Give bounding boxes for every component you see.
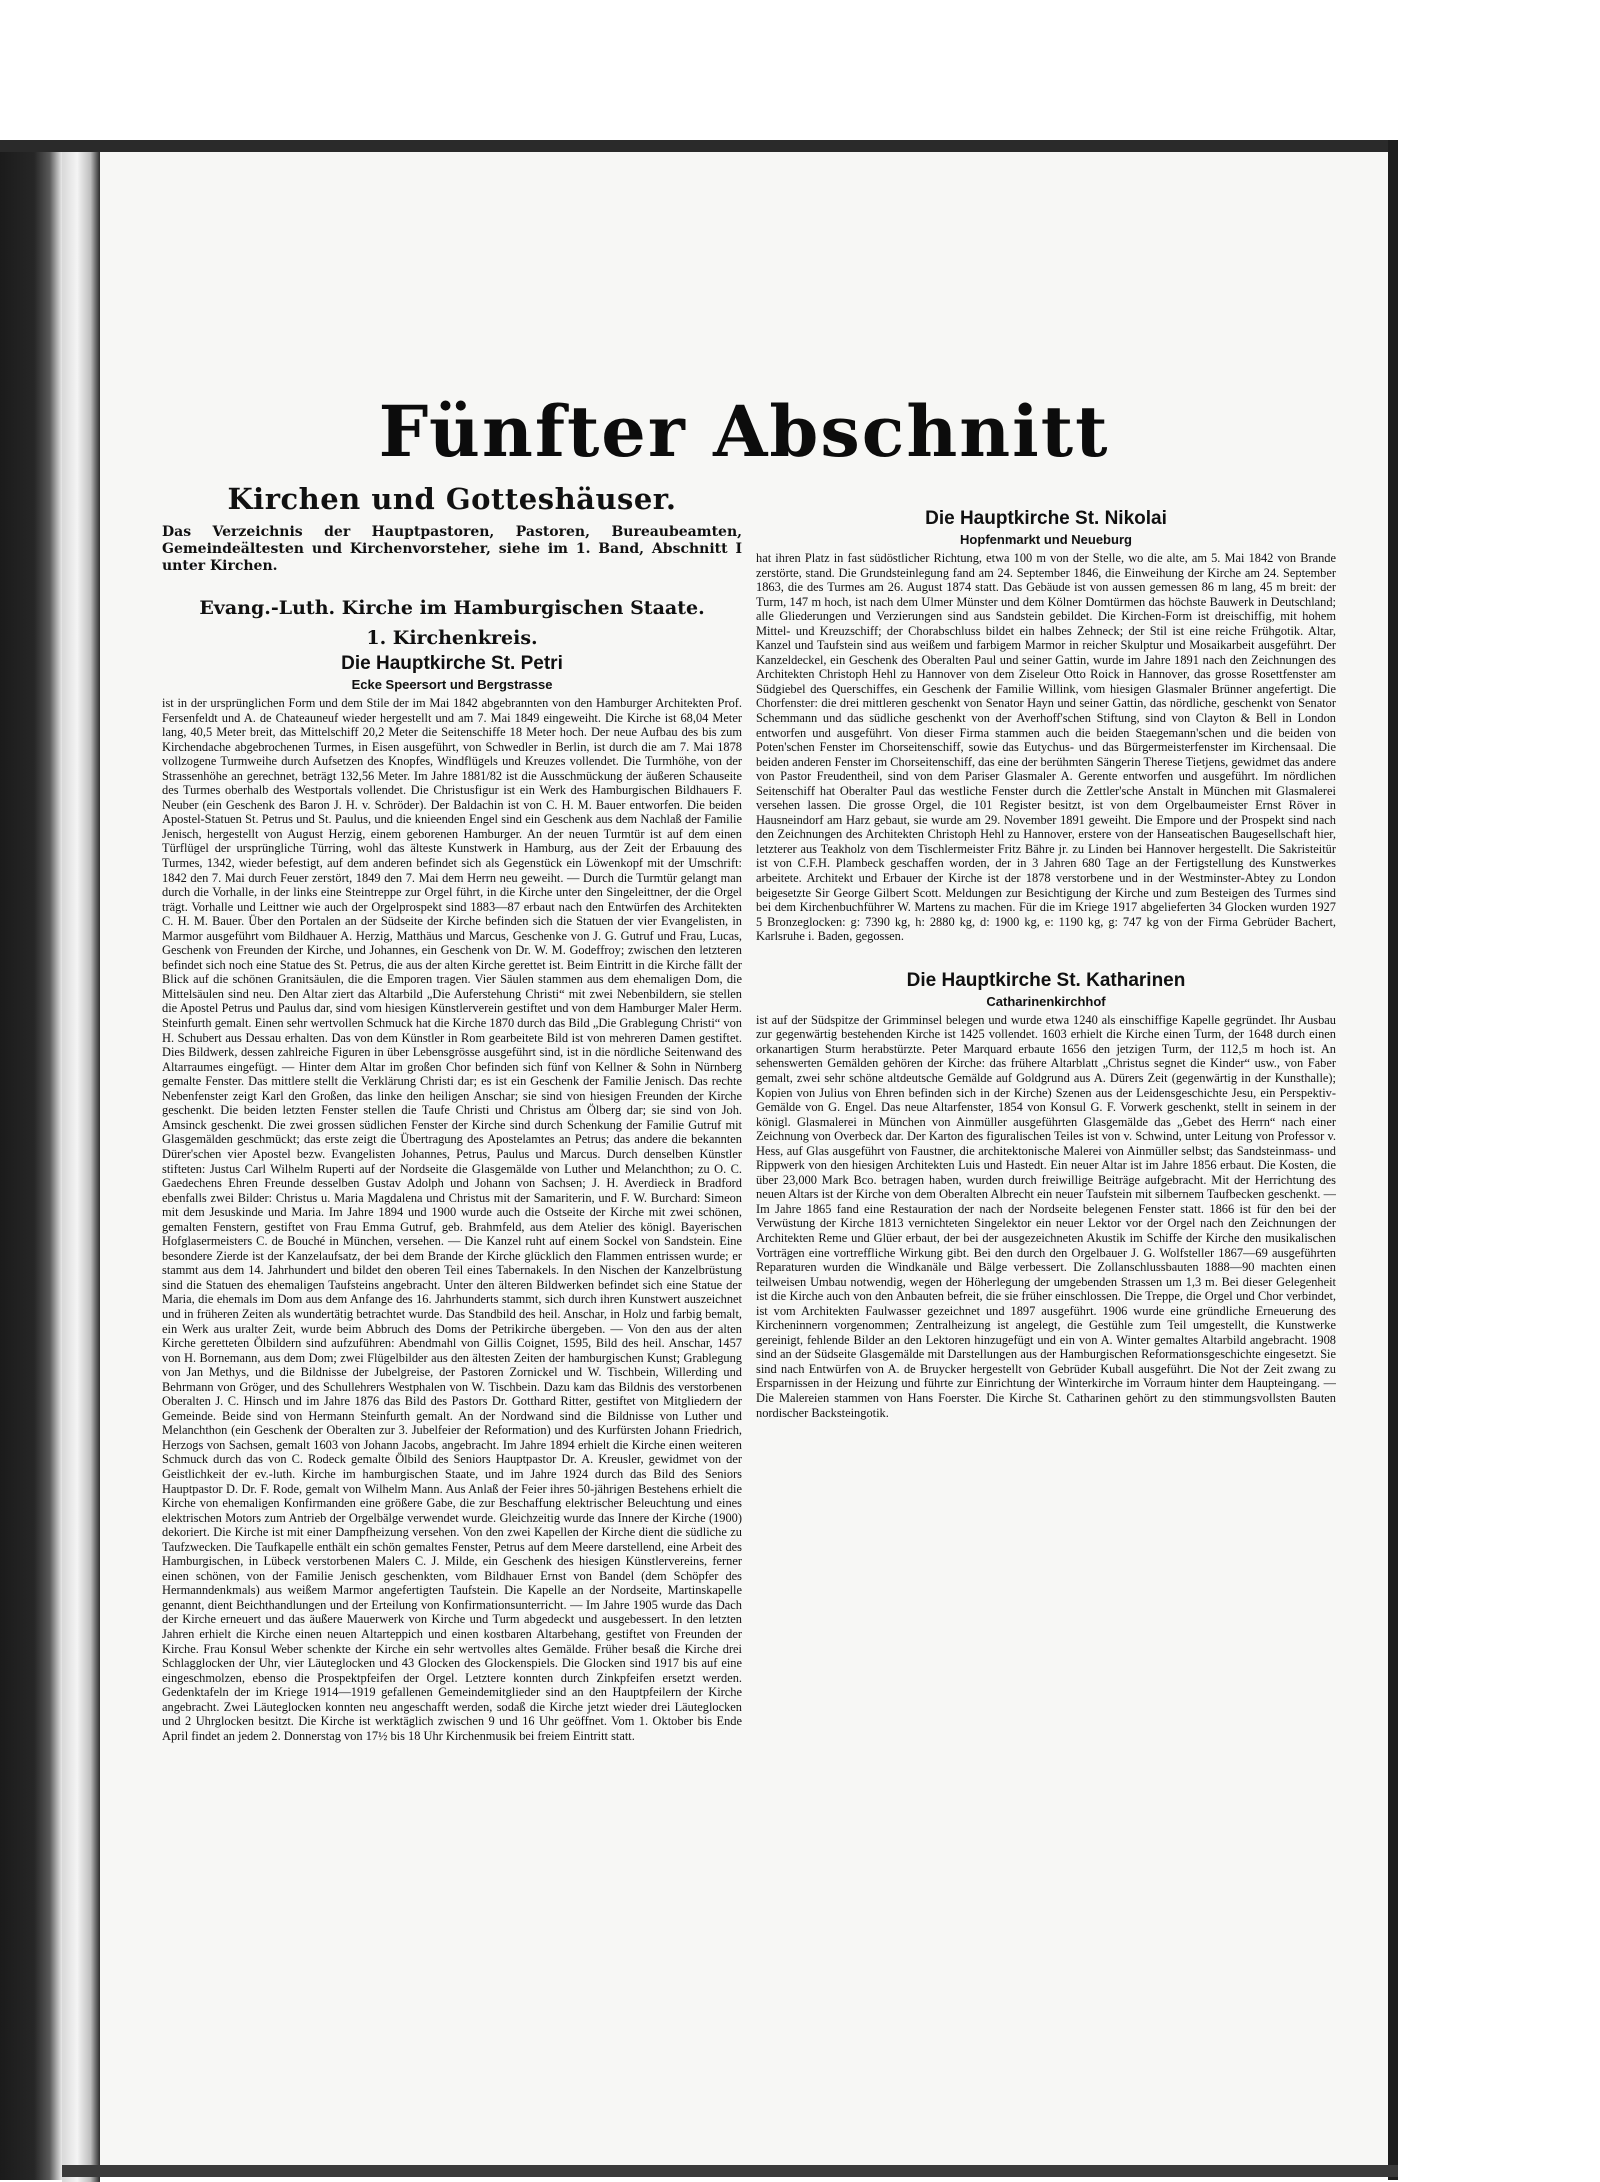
church-group-heading: Evang.-Luth. Kirche im Hamburgischen Staate. [199,597,705,619]
church-description: hat ihren Platz in fast südöstlicher Richtung, etwa 100 m von der Stelle, wo die alte, am 5. Mai 1842 von Brande zerstörte, stand. Die Grundsteinlegung fand am 24. September 1846, die Einweihung der Kirche am 24. September 1863, die des Turmes am 26. August 1874 statt. Das Gebäude ist von aussen gemessen 86 m lang, 45 m breit: der Turm, 147 m hoch, ist nach dem Ulmer Münster und dem Kölner Domtürmen das höchste Bauwerk in Deutschland; alle Gliederungen und Verzierungen sind aus Sandstein gebildet. Die Kirchen-Form ist dreischiffig, mit hohem Mittel- und Kreuzschiff; der Chorabschluss bildet ein halbes Zehneck; der Stil ist eine reiche Frühgotik. Altar, Kanzel und Taufstein sind aus weißem und farbigem Marmor in reicher Skulptur und Mosaikarbeit ausgeführt. Der Kanzeldeckel, ein Geschenk des Oberalten Paul und seiner Gattin, wurde im Jahre 1891 nach den Zeichnungen des Architekten Christoph Hehl zu Hannover von dem Ziseleur Otto Roick in Hannover, das grosse Rosettfenster am Südgiebel des Querschiffes, ein Geschenk der Familie Willink, vom hiesigen Glasmaler Brünner angefertigt. Die Chorfenster: die drei mittleren geschenkt von Senator Hayn und seiner Gattin, das nördliche, geschenkt von Senator Schemmann und das südliche geschenkt von der Averhoff'schen Stiftung, sind von Clayton & Bell in London entworfen und ausgeführt. Von dieser Firma stammen auch die beiden Staegemann'schen und die beiden von Poten'schen Fenster im Chorseitenschiff, sowie das Eutychus- und das Bürgermeisterfenster im Kirchensaal. Die beiden anderen Fenster im Chorseitenschiff, das eine der berühmten Sängerin Therese Tietjens, gewidmet das andere von Pastor Freudentheil, sind von dem Pariser Glasmaler A. Gerente entworfen und ausgeführt. Im nördlichen Seitenschiff hat Oberalter Paul das westliche Fenster durch die Zettler'sche Anstalt in München mit Glasmalerei versehen lassen. Die grosse Orgel, die 101 Register besitzt, ist von dem Orgelbaumeister Ernst Röver in Hausneindorf am Harz gebaut, sie wurde am 29. November 1891 geweiht. Die Empore und der Prospekt sind nach den Zeichnungen des Architekten Christoph Hehl zu Hannover, erstere von der Hanseatischen Baugesellschaft hier, letzterer aus Teakholz von dem Tischlermeister Fritz Bähre jr. zu Linden bei Hannover hergestellt. Die Sakristeitür ist von C.F.H. Plambeck geschaffen worden, der in 3 Jahren 680 Tage an der Fertigstellung des Kunstwerkes arbeitete. Architekt und Erbauer der Kirche ist der 1878 verstorbene und in der Westminster-Abtey zu London beigesetzte Sir George Gilbert Scott. Meldungen zur Besichtigung der Kirche und zum Besteigen des Turmes sind bei dem Kirchenbuchführer W. Martens zu machen. Für die im Kriege 1917 abgelieferten 34 Glocken wurden 1927 5 Bronzeglocken: g: 7390 kg, h: 2880 kg, d: 1900 kg, e: 1190 kg, g: 747 kg von der Firma Gebrüder Bachert, Karlsruhe i. Baden, gegossen. [756,551,1336,944]
text-column-left [162,482,742,2062]
chapter-title: Fünfter Abschnitt [378,390,1110,473]
church-address: Ecke Speersort und Bergstrasse [351,677,553,692]
scan-border-top [0,140,1395,152]
church-heading: Die Hauptkirche St. Petri [341,653,563,674]
church-description: ist auf der Südspitze der Grimminsel belegen und wurde etwa 1240 als einschiffige Kapelle gegründet. Ihr Ausbau zur gegenwärtig bestehenden Kirche ist 1425 vollendet. 1603 erhielt die Kirche einen Turm, der 1648 durch einen orkanartigen Sturm herabstürzte. Peter Marquard erbaute 1656 den jetzigen Turm, der 112,5 m hoch ist. An sehenswerten Gemälden gehören der Kirche: das frühere Altarblatt „Christus segnet die Kinder“ usw., von Faber gemalt, zwei sehr schöne altdeutsche Gemälde auf Goldgrund aus A. Dürers Zeit (gegenwärtig in der Kunsthalle); Kopien von Julius von Ehren befinden sich in der Kirche) Szenen aus der Leidensgeschichte Jesu, ein Perspektiv-Gemälde von G. Engel. Das neue Altarfenster, 1854 von Konsul G. F. Vorwerk geschenkt, stellt in seinem in der königl. Glasmalerei in München von Ainmüller ausgeführten Glasgemälde das „Gebet des Herrn“ nach einer Zeichnung von Overbeck dar. Der Karton des figuralischen Teiles ist von v. Schwind, unter Leitung von Professor v. Hess, auf Glas ausgeführt von Faustner, die architektonische Malerei von Ainmüller selbst; das Sandsteinmass- und Rippwerk von den hiesigen Architekten Luis und Hastedt. Ein neuer Altar ist im Jahre 1856 erbaut. Die Kosten, die über 23,000 Mark Bco. betragen haben, wurden durch freiwillige Beiträge aufgebracht. Mit der Herrichtung des neuen Altars ist der Kirche von dem Oberalten Albrecht ein neuer Taufstein mit silbernem Taufbecken geschenkt. — Im Jahre 1865 fand eine Restauration der nach der Nordseite belegenen Fenster statt. 1866 ist für den bei der Verwüstung der Kirche 1813 vernichteten Singelektor ein neuer Lektor vor der Orgel nach den Zeichnungen der Architekten Reme und Glüer erbaut, der bei der ausgezeichneten Akustik im Schiffe der Kirche den musikalischen Vorträgen eine vortreffliche Wirkung gibt. Bei den durch den Orgelbauer J. G. Wolfsteller 1867—69 ausgeführten Reparaturen wurden die Windkanäle und Bälge verbessert. Die Zollanschlussbauten 1888—90 machten einen teilweisen Umbau notwendig, wegen der Höherlegung der umgebenden Strassen um 1,3 m. Bei dieser Gelegenheit ist die Kirche auch von den Anbauten befreit, die sie früher einschlossen. Die Treppe, die Orgel und Chor verbindet, ist vom Architekten Faulwasser gezeichnet und 1897 ausgeführt. 1906 wurde eine gründliche Erneuerung des Kircheninnern vorgenommen; Zentralheizung ist angelegt, die Gestühle zum Teil umgestellt, die Kunstwerke gereinigt, fehlende Bilder an den Lektoren hinzugefügt und ein von A. Winter gemaltes Altarbild angebracht. 1908 sind an der Südseite Glasgemälde mit Darstellungen aus der Hamburgischen Reformationsgeschichte eingesetzt. Sie sind nach Entwürfen von A. de Bruycker hergestellt von Gebrüder Kuball ausgeführt. Die Not der Zeit zwang zu Ersparnissen in der Heizung und führte zur Einrichtung der Winterkirche im Vorraum hinter dem Haupteingang. — Die Malereien stammen von Hans Foerster. Die Kirche St. Catharinen gehört zu den stimmungsvollsten Bauten nordischer Backsteingotik. [756,1012,1336,1420]
text-column-right [756,482,1336,2062]
document-page [100,152,1388,2165]
scan-border-bottom [62,2165,1398,2177]
church-description: ist in der ursprünglichen Form und dem Stile der im Mai 1842 abgebrannten von den Hamburger Architekten Prof. Fersenfeldt und A. de Chateauneuf wieder hergestellt und am 7. Mai 1849 eingeweiht. Die Kirche ist 68,04 Meter lang, 40,5 Meter breit, das Mittelschiff 20,2 Meter die Seitenschiffe 18 Meter hoch. Der neue Aufbau des bis zum Kirchendache abgebrochenen Turmes, in Eisen ausgeführt, von Schwedler in Berlin, ist durch die am 7. Mai 1878 vollzogene Turmweihe durch Aufsetzen des Knopfes, Windflügels und Kreuzes vollendet. Die Turmhöhe, von der Strassenhöhe an gerechnet, beträgt 132,56 Meter. Im Jahre 1881/82 ist die Ausschmückung der äußeren Schauseite des Turmes oberhalb des Westportals vollendet. Die Christusfigur ist ein Werk des Hamburgischen Bildhauers F. Neuber (ein Geschenk des Baron J. H. v. Schröder). Der Baldachin ist von C. H. M. Bauer entworfen. Die beiden Apostel-Statuen St. Petrus und St. Paulus, und die knieenden Engel sind ein Geschenk aus dem Nachlaß der Familie Jenisch, hergestellt von August Herzig, einem geborenen Hamburger. An der neuen Turmtür ist auf dem einen Türflügel der ursprüngliche Türring, wohl das älteste Kunstwerk in Hamburg, aus der Zeit der Erbauung des Turmes, 1342, wieder befestigt, auf dem anderen befindet sich als Gegenstück ein Löwenkopf mit der Umschrift: 1842 den 7. Mai durch Feuer zerstört, 1849 den 7. Mai dem Herrn neu geweiht. — Durch die Turmtür gelangt man durch die Vorhalle, in der links eine Steintreppe zur Orgel führt, in die Kirche unter den Singeleittner, der die Orgel trägt. Vorhalle und Leittner wie auch der Orgelprospekt sind 1883—87 erbaut nach den Entwürfen des Architekten C. H. M. Bauer. Über den Portalen an der Südseite der Kirche befinden sich die Statuen der vier Evangelisten, in Marmor ausgeführt vom Bildhauer A. Herzig, Matthäus und Marcus, Geschenke von J. G. Gutruf und Frau, Lucas, Geschenk von Freunden der Kirche, und Johannes, ein Geschenk von Dr. W. M. Godeffroy; zwischen den letzteren befindet sich noch eine Statue des St. Petrus, die aus der alten Kirche gerettet ist. Beim Eintritt in die Kirche fällt der Blick auf die schönen Granitsäulen, die die Emporen tragen. Vier Säulen stammen aus dem ehemaligen Dom, die Mittelsäulen sind neu. Den Altar ziert das Altarbild „Die Auferstehung Christi“ mit zwei Nebenbildern, sie stellen die Apostel Petrus und Paulus dar, sind vom hiesigen Künstlerverein gestiftet und von dem Hamburger Maler Herm. Steinfurth gemalt. Einen sehr wertvollen Schmuck hat die Kirche 1870 durch das Bild „Die Grablegung Christi“ von H. Schubert aus Dessau erhalten. Das von dem Künstler in Rom gearbeitete Bild ist von mehreren Damen gestiftet. Dies Bildwerk, dessen zahlreiche Figuren in über Lebensgrösse ausgeführt sind, ist in die nördliche Seitenwand des Altarraumes eingefügt. — Hinter dem Altar im großen Chor befinden sich fünf von Kellner & Sohn in Nürnberg gemalte Fenster. Das mittlere stellt die Verklärung Christi dar; es ist ein Geschenk der Familie Jenisch. Das rechte Nebenfenster zeigt Karl den Großen, das linke den heiligen Anschar; sie sind von hiesigen Freunden der Kirche geschenkt. Die beiden letzten Fenster stellen die Taufe Christi und Christus am Ölberg dar; sie sind von Joh. Amsinck geschenkt. Die zwei grossen südlichen Fenster der Kirche sind durch Schenkung der Familie Gutruf mit Glasgemälden geschmückt; das erste zeigt die Übertragung des Apostelamtes an Petrus; das andere die bekannten Dürer'schen vier Apostel bezw. Evangelisten Johannes, Petrus, Paulus und Marcus. Durch denselben Künstler stifteten: Justus Carl Wilhelm Ruperti auf der Nordseite die Glasgemälde von Luther und Melanchthon; zu O. C. Gaedechens Ehren Freunde desselben Gustav Adolph und Johann von Sachsen; J. H. Averdieck in Bradford ebenfalls zwei Bilder: Christus u. Maria Magdalena und Christus mit der Samariterin, und F. W. Burchard: Simeon mit dem Jesuskinde und Maria. Im Jahre 1894 und 1900 wurde auch die Ostseite der Kirche mit zwei schönen, gemalten Fenstern, gestiftet von Frau Emma Gutruf, geb. Brahmfeld, aus dem Atelier des königl. Bayerischen Hofglasermeisters C. de Bouché in München, versehen. — Die Kanzel ruht auf einem Sockel von Sandstein. Eine besondere Zierde ist der Kanzelaufsatz, der bei dem Brande der Kirche glücklich den Flammen entrissen wurde; er stammt aus dem 14. Jahrhundert und bildet den oberen Teil eines Tabernakels. In den Nischen der Kanzelbrüstung sind die Statuen des ehemaligen Taufsteins angebracht. Unter den älteren Bildwerken befindet sich eine Statue der Maria, die ehemals im Dom aus dem Anfange des 16. Jahrhunderts stammt, sich durch ihren Kunstwert auszeichnet und in früheren Zeiten als wundertätig betrachtet wurde. Das Standbild des heil. Anschar, in Holz und farbig bemalt, ein Werk aus uralter Zeit, wurde beim Abbruch des Doms der Petrikirche übergeben. — Von den aus der alten Kirche geretteten Ölbildern sind aufzuführen: Abendmahl von Gillis Coignet, 1595, Bild des heil. Anschar, 1457 von H. Bornemann, aus dem Dom; zwei Flügelbilder aus den ältesten Zeiten der hamburgischen Kunst; Grablegung von Jan Methys, und die Bildnisse der Jubelgreise, der Pastoren Zornickel und W. Tischbein, Willerding und Behrmann von Gröger, und des Schullehrers Westphalen von W. Tischbein. Dazu kam das Bildnis des verstorbenen Oberalten J. C. Hinsch und im Jahre 1876 das Bild des Pastors Dr. Gotthard Ritter, gestiftet von Mitgliedern der Gemeinde. Beide sind von Hermann Steinfurth gemalt. An der Nordwand sind die Bildnisse von Luther und Melanchthon (ein Geschenk der Oberalten zur 3. Jubelfeier der Reformation) und des Kurfürsten Johann Friedrich, Herzogs von Sachsen, gemalt 1603 von Johann Jacobs, angebracht. Im Jahre 1894 erhielt die Kirche einen weiteren Schmuck durch das von C. Rodeck gemalte Ölbild des Seniors Hauptpastor Dr. A. Kreusler, gewidmet von der Geistlichkeit der ev.-luth. Kirche im hamburgischen Staate, und im Jahre 1924 durch das Bild des Seniors Hauptpastor D. Dr. F. Rode, gemalt von Wilhelm Mann. Aus Anlaß der Feier ihres 50-jährigen Bestehens erhielt die Kirche von ehemaligen Konfirmanden eine größere Gabe, die zur Beschaffung elektrischer Beleuchtung und eines elektrischen Motors zum Antrieb der Orgelbälge verwendet wurde. Gleichzeitig wurde das Innere der Kirche (1900) dekoriert. Die Kirche ist mit einer Dampfheizung versehen. Von den zwei Kapellen der Kirche dient die südliche zu Taufzwecken. Die Taufkapelle enthält ein schön gemaltes Fenster, Petrus auf dem Meere darstellend, eine Arbeit des Hamburgischen, in Lübeck verstorbenen Malers C. J. Milde, ein Geschenk des hiesigen Künstlervereins, ferner einen schönen, von der Familie Jenisch geschenkten, vom Bildhauer Ernst von Bandel (dem Schöpfer des Hermanndenkmals) aus weißem Marmor angefertigten Taufstein. Die Kapelle an der Nordseite, Martinskapelle genannt, dient Beichthandlungen und der Erteilung von Konfirmationsunterricht. — Im Jahre 1905 wurde das Dach der Kirche erneuert und das äußere Mauerwerk von Kirche und Turm abgedeckt und ausgebessert. In den letzten Jahren erhielt die Kirche einen neuen Altarteppich und einen kostbaren Altarbehang, gestiftet von Freunden der Kirche. Frau Konsul Weber schenkte der Kirche ein sehr wertvolles altes Gemälde. Früher besaß die Kirche drei Schlagglocken der Uhr, vier Läuteglocken und 43 Glocken des Glockenspiels. Die Glocken sind 1917 bis auf eine eingeschmolzen, ebenso die Prospektpfeifen der Orgel. Letztere konnten durch Zinkpfeifen ersetzt werden. Gedenktafeln der im Kriege 1914—1919 gefallenen Gemeindemitglieder sind an den Hauptpfeilern der Kirche angebracht. Zwei Läuteglocken konnten neu angeschafft werden, sodaß die Kirche jetzt wieder drei Läuteglocken und 2 Uhrglocken besitzt. Die Kirche ist werktäglich zwischen 9 und 16 Uhr geöffnet. Vom 1. Oktober bis Ende April findet an jedem 2. Donnerstag von 17½ bis 18 Uhr Kirchenmusik bei freiem Eintritt statt. [162,696,742,1743]
district-heading: 1. Kirchenkreis. [366,627,538,649]
church-heading: Die Hauptkirche St. Katharinen [906,969,1186,991]
book-gutter [62,152,100,2182]
scan-border-right [1388,140,1398,2180]
church-address: Catharinenkirchhof [986,993,1106,1009]
church-address: Hopfenmarkt und Neueburg [960,532,1132,547]
church-heading: Die Hauptkirche St. Nikolai [925,508,1167,529]
scan-border-left [0,140,62,2180]
section-title: Kirchen und Gotteshäuser. [227,482,677,516]
section-intro: Das Verzeichnis der Hauptpastoren, Pastoren, Bureaubeamten, Gemeindeältesten und Kirchenvorsteher, siehe im 1. Band, Abschnitt I unter Kirchen. [162,524,742,574]
